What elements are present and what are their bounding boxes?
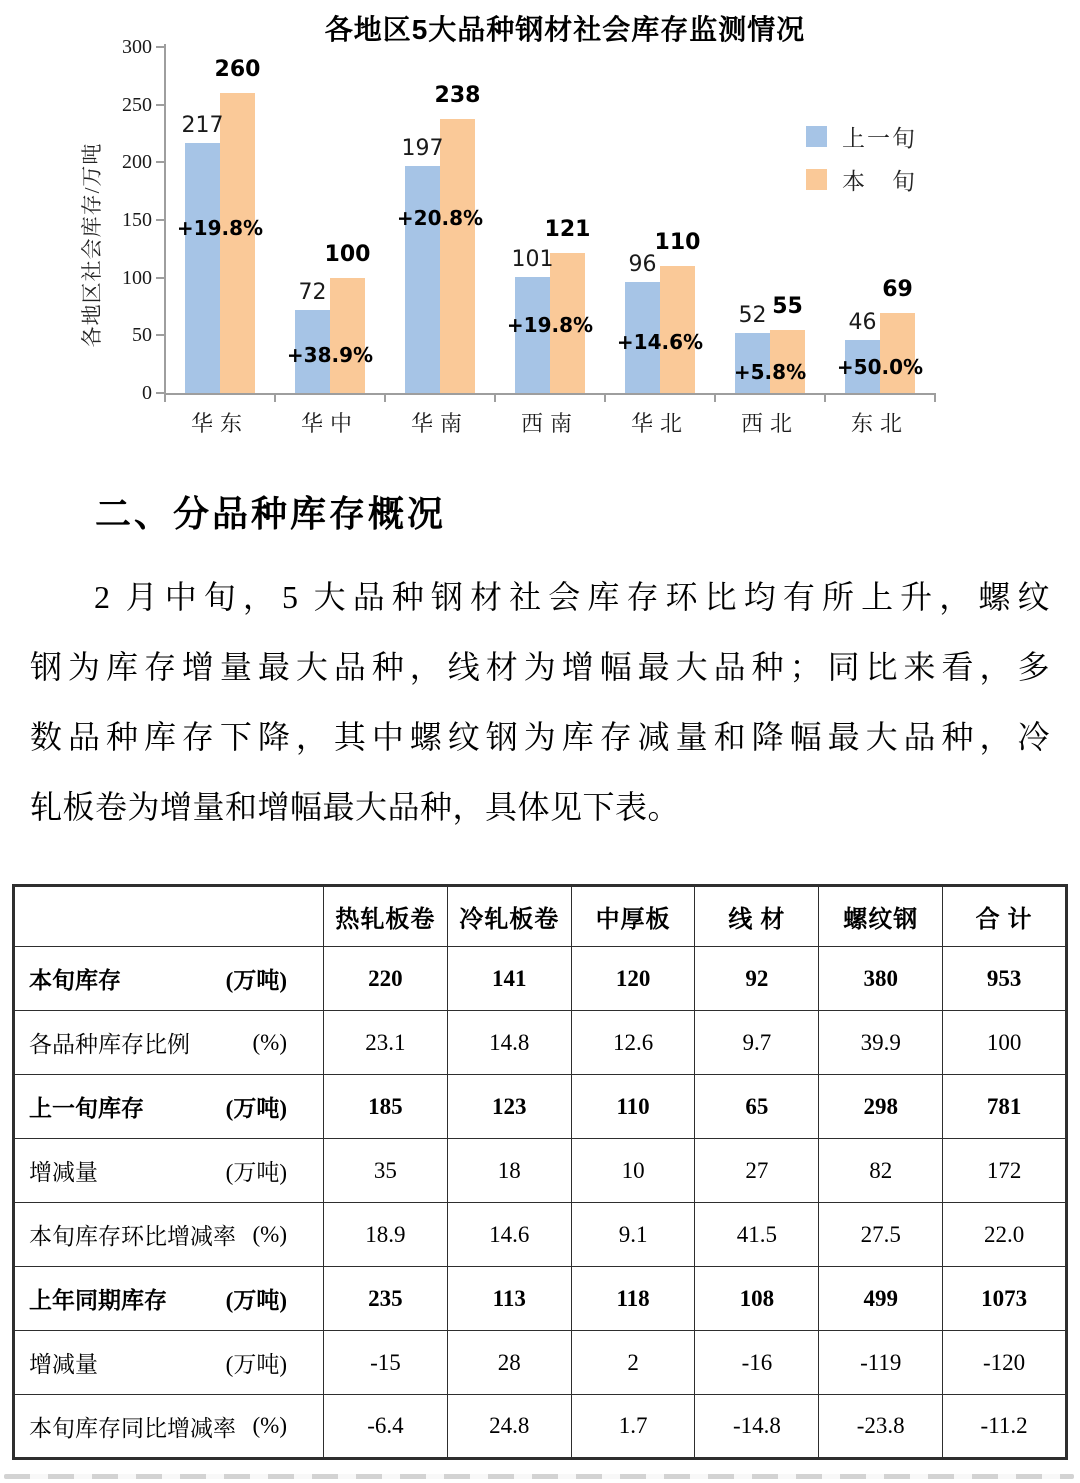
y-axis-tick-label: 100 bbox=[122, 266, 152, 289]
row-label-上一旬库存 bbox=[14, 1075, 324, 1139]
x-axis-tick-mark bbox=[384, 395, 386, 402]
row-unit-text: (万吨) bbox=[225, 968, 287, 993]
y-axis-tick-label: 250 bbox=[122, 93, 152, 116]
cell-r3-c2: 123 bbox=[447, 1075, 571, 1139]
row-label-inner bbox=[15, 1410, 323, 1443]
pct-change-label-华东: +19.8% bbox=[176, 215, 264, 240]
x-axis-category-西北: 西北 bbox=[740, 411, 799, 436]
table-header-线 材: 线 材 bbox=[695, 886, 819, 947]
pct-change-label-华中: +38.9% bbox=[286, 342, 374, 367]
row-label-inner bbox=[15, 962, 323, 995]
cell-r8-c4: -14.8 bbox=[695, 1395, 819, 1459]
bar-value-curr-西北: 55 bbox=[772, 293, 803, 319]
y-axis-tick-mark bbox=[156, 161, 165, 163]
chart-plot-area bbox=[0, 0, 1080, 470]
bar-value-curr-东北: 69 bbox=[882, 277, 913, 303]
inventory-bar-chart bbox=[0, 0, 1080, 470]
row-label-text: 增减量 bbox=[29, 1160, 98, 1185]
table-row-6 bbox=[14, 1267, 1067, 1331]
table-row-4 bbox=[14, 1139, 1067, 1203]
body-paragraph bbox=[30, 562, 1050, 842]
x-axis-category-东北: 东北 bbox=[850, 411, 909, 436]
row-unit-text: (万吨) bbox=[225, 1160, 287, 1185]
row-label-inner bbox=[15, 1026, 323, 1059]
cell-r6-c3: 118 bbox=[571, 1267, 695, 1331]
table-row-2 bbox=[14, 1011, 1067, 1075]
y-axis-label: 各地区社会库存/万吨 bbox=[80, 142, 104, 348]
x-axis-category-西南: 西南 bbox=[520, 411, 579, 436]
table-row-3 bbox=[14, 1075, 1067, 1139]
cell-r8-c1: -6.4 bbox=[324, 1395, 448, 1459]
row-label-inner bbox=[15, 1090, 323, 1123]
cell-r6-c2: 113 bbox=[447, 1267, 571, 1331]
row-label-text: 本旬库存环比增减率 bbox=[29, 1224, 236, 1249]
row-label-text: 上年同期库存 bbox=[29, 1288, 167, 1313]
y-axis-tick-mark bbox=[156, 46, 165, 48]
cell-r1-c1: 220 bbox=[324, 947, 448, 1011]
chart-legend bbox=[806, 124, 917, 210]
bar-value-prev-西南: 101 bbox=[511, 246, 554, 272]
y-axis-tick-label: 150 bbox=[122, 209, 152, 231]
y-axis-tick-label: 50 bbox=[132, 324, 152, 347]
row-unit-text: (%) bbox=[252, 1221, 287, 1247]
table-header-冷轧板卷: 冷轧板卷 bbox=[447, 886, 571, 947]
table-row-5 bbox=[14, 1203, 1067, 1267]
legend-item-prev bbox=[806, 124, 917, 151]
cell-r3-c1: 185 bbox=[324, 1075, 448, 1139]
table-header-rowlabel bbox=[14, 886, 324, 947]
bar-prev-华东 bbox=[185, 143, 220, 393]
cell-r5-c5: 27.5 bbox=[819, 1203, 943, 1267]
table-header-row bbox=[14, 886, 1067, 947]
table-header-热轧板卷: 热轧板卷 bbox=[324, 886, 448, 947]
x-axis-tick-mark bbox=[824, 395, 826, 402]
section-heading: 二、分品种库存概况 bbox=[95, 494, 447, 534]
cell-r8-c2: 24.8 bbox=[447, 1395, 571, 1459]
row-label-本旬库存环比增减率 bbox=[14, 1203, 324, 1267]
x-axis-category-华南: 华南 bbox=[410, 411, 469, 436]
row-label-各品种库存比例 bbox=[14, 1011, 324, 1075]
row-label-text: 本旬库存同比增减率 bbox=[29, 1415, 236, 1441]
row-label-inner bbox=[15, 1154, 323, 1187]
y-axis-tick-mark bbox=[156, 334, 165, 336]
chart-title: 各地区5大品种钢材社会库存监测情况 bbox=[324, 14, 806, 45]
cell-r2-c6: 100 bbox=[943, 1011, 1067, 1075]
row-unit-text: (万吨) bbox=[225, 1352, 287, 1377]
x-axis-tick-mark bbox=[604, 395, 606, 402]
table-header-合 计: 合 计 bbox=[943, 886, 1067, 947]
bar-value-prev-华中: 72 bbox=[298, 279, 327, 305]
cutoff-next-line bbox=[4, 1474, 1074, 1479]
pct-change-label-西南: +19.8% bbox=[506, 313, 594, 338]
bar-value-prev-华东: 217 bbox=[181, 112, 224, 138]
legend-item-curr bbox=[806, 167, 917, 194]
inventory-table bbox=[12, 884, 1068, 1460]
legend-label-curr: 本 旬 bbox=[842, 168, 917, 194]
cell-r4-c4: 27 bbox=[695, 1139, 819, 1203]
x-axis-tick-mark bbox=[164, 395, 166, 402]
x-axis-tick-mark bbox=[274, 395, 276, 402]
bar-prev-华南 bbox=[405, 166, 440, 393]
row-label-text: 上一旬库存 bbox=[29, 1096, 144, 1121]
cell-r7-c1: -15 bbox=[324, 1331, 448, 1395]
y-axis-tick-label: 300 bbox=[122, 36, 152, 58]
y-axis-tick-label: 0 bbox=[142, 382, 152, 404]
cell-r4-c6: 172 bbox=[943, 1139, 1067, 1203]
y-axis-tick-mark bbox=[156, 392, 165, 394]
cell-r7-c6: -120 bbox=[943, 1331, 1067, 1395]
row-label-text: 增减量 bbox=[29, 1352, 98, 1377]
row-label-inner bbox=[15, 1346, 323, 1379]
row-unit-text: (万吨) bbox=[225, 1096, 287, 1121]
bar-value-curr-华南: 238 bbox=[434, 82, 481, 108]
row-label-本旬库存同比增减率 bbox=[14, 1395, 324, 1459]
pct-change-label-华南: +20.8% bbox=[396, 206, 484, 231]
cell-r3-c6: 781 bbox=[943, 1075, 1067, 1139]
cell-r1-c4: 92 bbox=[695, 947, 819, 1011]
legend-swatch-prev bbox=[806, 126, 827, 147]
cell-r2-c5: 39.9 bbox=[819, 1011, 943, 1075]
x-axis-tick-mark bbox=[494, 395, 496, 402]
cell-r8-c6: -11.2 bbox=[943, 1395, 1067, 1459]
cell-r4-c5: 82 bbox=[819, 1139, 943, 1203]
paragraph-line-1: 2 月中旬，5 大品种钢材社会库存环比均有所上升，螺纹 bbox=[94, 579, 1050, 615]
bar-value-prev-西北: 52 bbox=[738, 303, 767, 329]
table-row-7 bbox=[14, 1331, 1067, 1395]
row-label-本旬库存 bbox=[14, 947, 324, 1011]
row-label-增减量 bbox=[14, 1331, 324, 1395]
row-label-text: 本旬库存 bbox=[29, 968, 121, 993]
x-axis-line bbox=[164, 393, 936, 395]
cell-r6-c1: 235 bbox=[324, 1267, 448, 1331]
y-axis-tick-mark bbox=[156, 277, 165, 279]
cell-r7-c5: -119 bbox=[819, 1331, 943, 1395]
pct-change-label-东北: +50.0% bbox=[836, 355, 924, 379]
cell-r5-c6: 22.0 bbox=[943, 1203, 1067, 1267]
table-header-中厚板: 中厚板 bbox=[571, 886, 695, 947]
cell-r6-c6: 1073 bbox=[943, 1267, 1067, 1331]
y-axis-tick-mark bbox=[156, 104, 165, 106]
pct-change-label-华北: +14.6% bbox=[616, 330, 704, 355]
bar-value-curr-华北: 110 bbox=[654, 230, 701, 256]
cell-r6-c4: 108 bbox=[695, 1267, 819, 1331]
cell-r2-c4: 9.7 bbox=[695, 1011, 819, 1075]
row-label-增减量 bbox=[14, 1139, 324, 1203]
bar-value-curr-华中: 100 bbox=[324, 241, 371, 267]
cell-r3-c3: 110 bbox=[571, 1075, 695, 1139]
bar-value-prev-华南: 197 bbox=[401, 135, 444, 161]
y-axis-tick-label: 200 bbox=[122, 151, 152, 174]
cell-r1-c6: 953 bbox=[943, 947, 1067, 1011]
bar-value-prev-东北: 46 bbox=[848, 309, 877, 335]
cell-r2-c2: 14.8 bbox=[447, 1011, 571, 1075]
x-axis-tick-mark bbox=[934, 395, 936, 402]
cell-r4-c2: 18 bbox=[447, 1139, 571, 1203]
row-unit-text: (万吨) bbox=[225, 1288, 287, 1313]
cell-r3-c4: 65 bbox=[695, 1075, 819, 1139]
inventory-table-wrap bbox=[12, 884, 1068, 1460]
x-axis-category-华北: 华北 bbox=[630, 411, 689, 436]
cell-r1-c2: 141 bbox=[447, 947, 571, 1011]
cell-r6-c5: 499 bbox=[819, 1267, 943, 1331]
table-row-8 bbox=[14, 1395, 1067, 1459]
cell-r8-c5: -23.8 bbox=[819, 1395, 943, 1459]
x-axis-category-华中: 华中 bbox=[300, 411, 359, 436]
row-label-inner bbox=[15, 1282, 323, 1315]
cell-r5-c3: 9.1 bbox=[571, 1203, 695, 1267]
cell-r1-c5: 380 bbox=[819, 947, 943, 1011]
cell-r2-c3: 12.6 bbox=[571, 1011, 695, 1075]
bar-value-prev-华北: 96 bbox=[628, 252, 657, 278]
x-axis-tick-mark bbox=[714, 395, 716, 402]
cell-r7-c2: 28 bbox=[447, 1331, 571, 1395]
cell-r5-c2: 14.6 bbox=[447, 1203, 571, 1267]
x-axis-category-华东: 华东 bbox=[190, 411, 249, 436]
cell-r7-c3: 2 bbox=[571, 1331, 695, 1395]
table-row-1 bbox=[14, 947, 1067, 1011]
row-unit-text: (%) bbox=[252, 1029, 287, 1055]
table-header-螺纹钢: 螺纹钢 bbox=[819, 886, 943, 947]
cell-r8-c3: 1.7 bbox=[571, 1395, 695, 1459]
bar-value-curr-西南: 121 bbox=[544, 217, 591, 243]
cell-r4-c3: 10 bbox=[571, 1139, 695, 1203]
cell-r2-c1: 23.1 bbox=[324, 1011, 448, 1075]
row-label-inner bbox=[15, 1218, 323, 1251]
legend-label-prev: 上一旬 bbox=[842, 125, 917, 151]
cell-r4-c1: 35 bbox=[324, 1139, 448, 1203]
paragraph-line-2: 钢为库存增量最大品种，线材为增幅最大品种；同比来看，多 bbox=[30, 649, 1050, 685]
cell-r3-c5: 298 bbox=[819, 1075, 943, 1139]
cell-r5-c1: 18.9 bbox=[324, 1203, 448, 1267]
legend-swatch-curr bbox=[806, 169, 827, 190]
paragraph-line-4: 轧板卷为增量和增幅最大品种，具体见下表。 bbox=[30, 789, 681, 825]
row-label-上年同期库存 bbox=[14, 1267, 324, 1331]
cell-r5-c4: 41.5 bbox=[695, 1203, 819, 1267]
bar-value-curr-华东: 260 bbox=[214, 57, 261, 83]
cell-r1-c3: 120 bbox=[571, 947, 695, 1011]
cell-r7-c4: -16 bbox=[695, 1331, 819, 1395]
pct-change-label-西北: +5.8% bbox=[733, 360, 807, 384]
paragraph-line-3: 数品种库存下降，其中螺纹钢为库存减量和降幅最大品种，冷 bbox=[30, 719, 1050, 755]
row-unit-text: (%) bbox=[252, 1413, 287, 1438]
row-label-text: 各品种库存比例 bbox=[29, 1032, 190, 1057]
